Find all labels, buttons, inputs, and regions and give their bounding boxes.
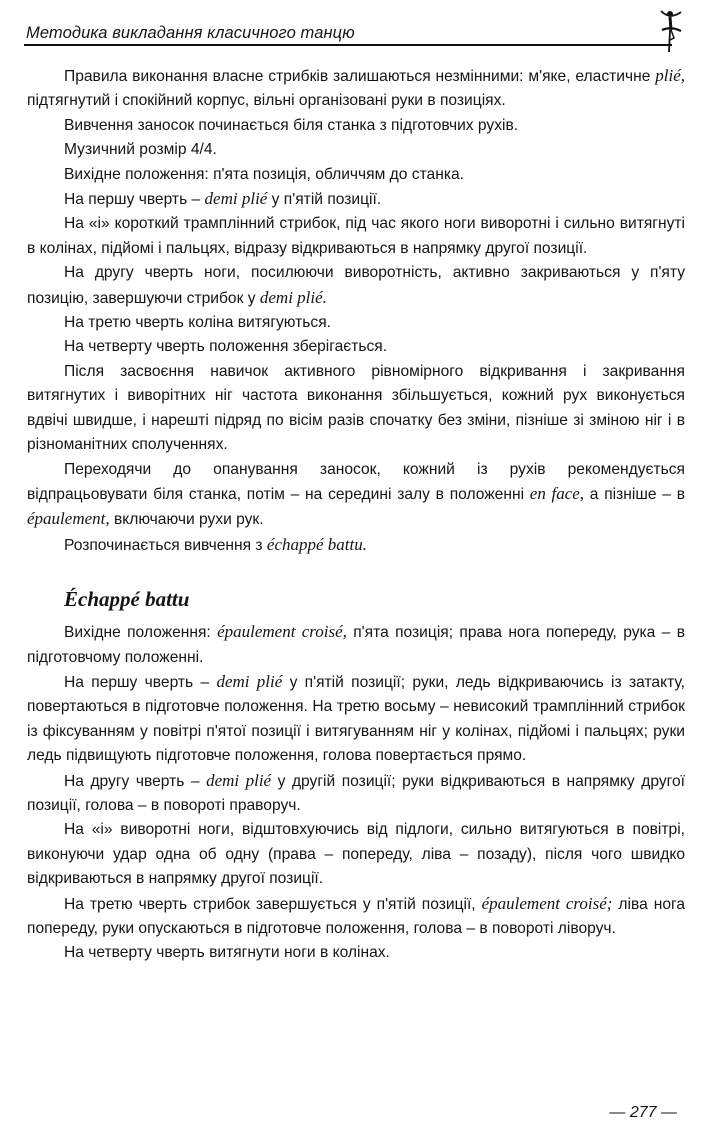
italic-term: épaulement croisé, xyxy=(217,622,347,642)
text-run: у п'ятій позиції; руки, ледь відкриваючись із затакту, повертаються в підготовче положення. На третю восьму – невисокий трамплінний стрибок із фіксуванням у повітрі п'ятої позиції і витягуванням ніг у колінах, підйомі і пальцях; руки ледь підвищують підготовче положення, голова повертається прямо. xyxy=(27,673,685,765)
text-run: п'ята позиція; права нога попереду, рука – в підготовчому положенні. xyxy=(27,624,685,666)
paragraph xyxy=(27,360,685,458)
italic-term: échappé battu. xyxy=(266,534,368,554)
text-block-intro xyxy=(27,64,685,558)
italic-term: demi plié xyxy=(216,671,283,691)
paragraph xyxy=(27,769,685,819)
paragraph xyxy=(27,818,685,891)
paragraph xyxy=(27,458,685,533)
text-run: а пізніше – в xyxy=(584,485,685,503)
text-run: Правила виконання власне стрибків залишаються незмінними: м'яке, еластичне xyxy=(64,68,656,85)
section-heading: Échappé battu xyxy=(64,587,190,612)
paragraph xyxy=(27,261,685,311)
paragraph xyxy=(27,311,685,335)
text-run: Музичний розмір 4/4. xyxy=(64,141,217,159)
paragraph xyxy=(27,187,685,212)
paragraph xyxy=(27,138,685,162)
text-block-echappe xyxy=(27,620,685,966)
text-run: Вивчення заносок починається біля станка з підготовчих рухів. xyxy=(64,116,519,134)
header-rule xyxy=(24,44,672,46)
italic-term: demi plié xyxy=(204,189,268,209)
italic-term: demi plié. xyxy=(259,287,327,307)
text-run: Після засвоєння навичок активного рівномірного відкривання і закривання витягнутих і виворітних ніг частота виконання збільшується, кожний рух виконується вдвічі швидше, і нарешті підряд по вісім разів спочатку без зміни, пізніше зі зміною ніг і в різноманітних сполученнях. xyxy=(27,362,685,454)
italic-term: épaulement croisé; xyxy=(481,893,613,913)
text-run: у п'ятій позиції. xyxy=(267,191,382,209)
text-run: На третю чверть коліна витягуються. xyxy=(64,314,332,332)
paragraph xyxy=(27,941,685,965)
text-run: На першу чверть – xyxy=(64,191,205,209)
text-run: На «і» виворотні ноги, відштовхуючись від підлоги, сильно витягуються в повітрі, виконуючи удар одна об одну (права – попереду, ліва – позаду), після чого швидко відкриваються в напрямку другої позиції. xyxy=(27,821,685,888)
paragraph xyxy=(27,212,685,261)
text-run: На другу чверть ноги, посилюючи виворотність, активно закриваються у п'яту позицію, завершуючи стрибок у xyxy=(27,264,685,307)
paragraph xyxy=(27,533,685,558)
paragraph xyxy=(27,670,685,769)
text-run: На четверту чверть положення зберігається. xyxy=(64,338,388,356)
ballerina-icon xyxy=(656,8,686,54)
paragraph xyxy=(27,335,685,359)
paragraph xyxy=(27,114,685,138)
italic-term: demi plié xyxy=(206,770,272,790)
text-run: Вихідне положення: п'ята позиція, обличчям до станка. xyxy=(64,165,464,183)
paragraph xyxy=(27,163,685,187)
text-run: Переходячи до опанування заносок, кожний із рухів рекомендується відпрацьовувати біля станка, потім – на середині залу в положенні xyxy=(27,460,685,503)
text-run: підтягнутий і спокійний корпус, вільні організовані руки в позиціях. xyxy=(27,92,506,110)
text-run: ліва нога попереду, руки опускаються в підготовче положення, голова – в повороті ліворуч. xyxy=(27,895,686,937)
paragraph xyxy=(27,620,685,670)
text-run: На другу чверть – xyxy=(64,772,207,790)
italic-term: plié, xyxy=(655,66,685,85)
text-run: На третю чверть стрибок завершується у п'ятій позиції, xyxy=(64,895,482,913)
paragraph xyxy=(27,892,685,942)
text-run: Вихідне положення: xyxy=(64,624,218,642)
header-title: Методика викладання класичного танцю xyxy=(26,24,355,42)
page-number: — 277 — xyxy=(609,1104,677,1121)
text-run: у другій позиції; руки відкриваються в напрямку другої позиції, голова – в повороті праворуч. xyxy=(27,772,685,814)
text-run: включаючи рухи рук. xyxy=(109,511,264,529)
text-run: На четверту чверть витягнути ноги в колінах. xyxy=(64,944,390,962)
paragraph xyxy=(27,64,685,114)
italic-term: épaulement, xyxy=(27,509,110,529)
italic-term: en face, xyxy=(529,483,585,503)
text-run: Розпочинається вивчення з xyxy=(64,536,267,554)
text-run: На «і» короткий трамплінний стрибок, під час якого ноги виворотні і сильно витягнуті в колінах, підйомі і пальцях, відразу відкриваються в напрямку другої позиції. xyxy=(27,215,685,257)
running-header xyxy=(24,20,674,50)
text-run: На першу чверть – xyxy=(64,673,217,691)
page-body xyxy=(27,64,685,966)
